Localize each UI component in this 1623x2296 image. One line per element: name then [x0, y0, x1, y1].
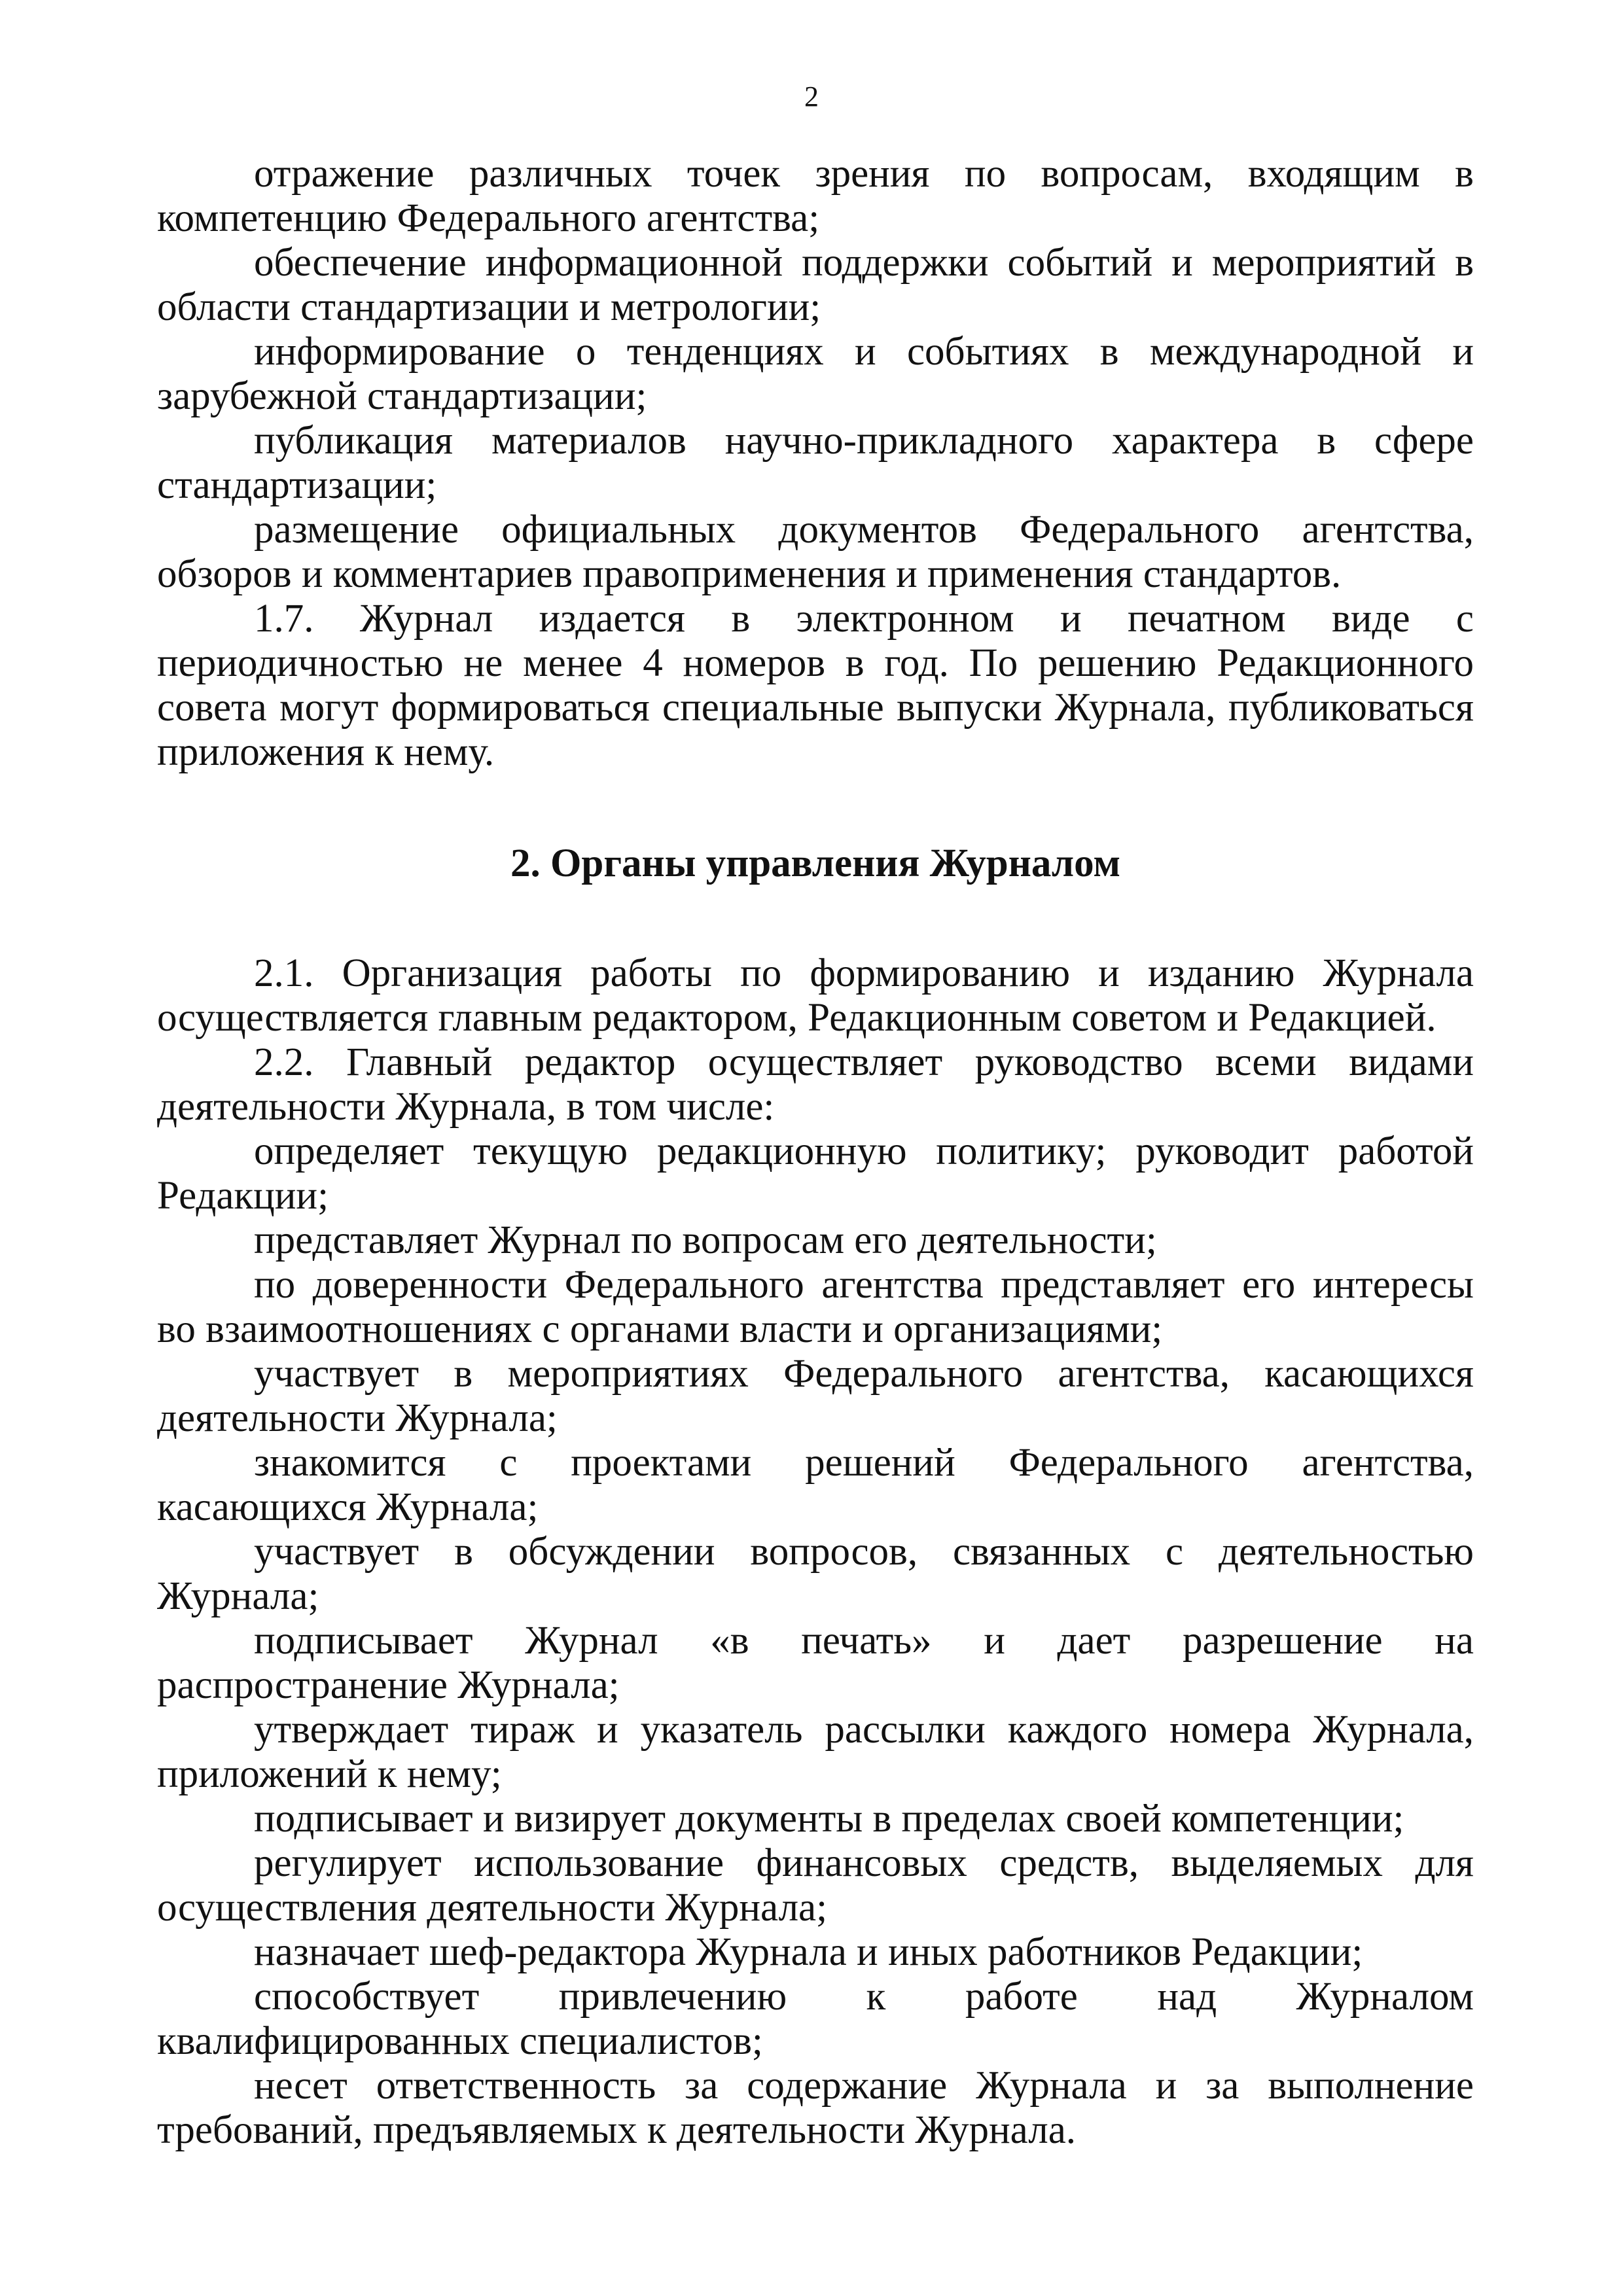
paragraph: по доверенности Федерального агентства представляет его интересы во взаимоотношениях с органами власти и организациями; [157, 1263, 1474, 1351]
paragraph: назначает шеф-редактора Журнала и иных работников Редакции; [254, 1930, 1363, 1974]
paragraph: представляет Журнал по вопросам его деятельности; [254, 1218, 1157, 1262]
paragraph: 1.7. Журнал издается в электронном и печатном виде с периодичностью не менее 4 номеров в год. По решению Редакционного совета могут формироваться специальные выпуски Журнала, публиковаться приложения к нему. [157, 597, 1474, 774]
paragraph: знакомится с проектами решений Федерального агентства, касающихся Журнала; [157, 1441, 1474, 1529]
paragraph: способствует привлечению к работе над Журналом квалифицированных специалистов; [157, 1975, 1474, 2063]
document-body [157, 152, 1474, 2153]
paragraph: подписывает и визирует документы в пределах своей компетенции; [254, 1797, 1404, 1841]
paragraph: информирование о тенденциях и событиях в международной и зарубежной стандартизации; [157, 330, 1474, 418]
section-heading: 2. Органы управления Журналом [510, 841, 1121, 885]
paragraph: 2.2. Главный редактор осуществляет руководство всеми видами деятельности Журнала, в том числе: [157, 1040, 1474, 1129]
paragraph: обеспечение информационной поддержки событий и мероприятий в области стандартизации и метрологии; [157, 241, 1474, 329]
paragraph: регулирует использование финансовых средств, выделяемых для осуществления деятельности Журнала; [157, 1841, 1474, 1930]
paragraph: определяет текущую редакционную политику; руководит работой Редакции; [157, 1129, 1474, 1218]
paragraph: 2.1. Организация работы по формированию и изданию Журнала осуществляется главным редактором, Редакционным советом и Редакцией. [157, 951, 1474, 1040]
paragraph: участвует в обсуждении вопросов, связанных с деятельностью Журнала; [157, 1530, 1474, 1618]
paragraph: несет ответственность за содержание Журнала и за выполнение требований, предъявляемых к деятельности Журнала. [157, 2064, 1474, 2152]
paragraph: публикация материалов научно-прикладного характера в сфере стандартизации; [157, 419, 1474, 507]
page-number: 2 [804, 80, 819, 113]
paragraph: размещение официальных документов Федерального агентства, обзоров и комментариев правоприменения и применения стандартов. [157, 508, 1474, 596]
paragraph: отражение различных точек зрения по вопросам, входящим в компетенцию Федерального агентства; [157, 152, 1474, 240]
paragraph: утверждает тираж и указатель рассылки каждого номера Журнала, приложений к нему; [157, 1708, 1474, 1796]
paragraph: участвует в мероприятиях Федерального агентства, касающихся деятельности Журнала; [157, 1352, 1474, 1440]
paragraph: подписывает Журнал «в печать» и дает разрешение на распространение Журнала; [157, 1619, 1474, 1707]
